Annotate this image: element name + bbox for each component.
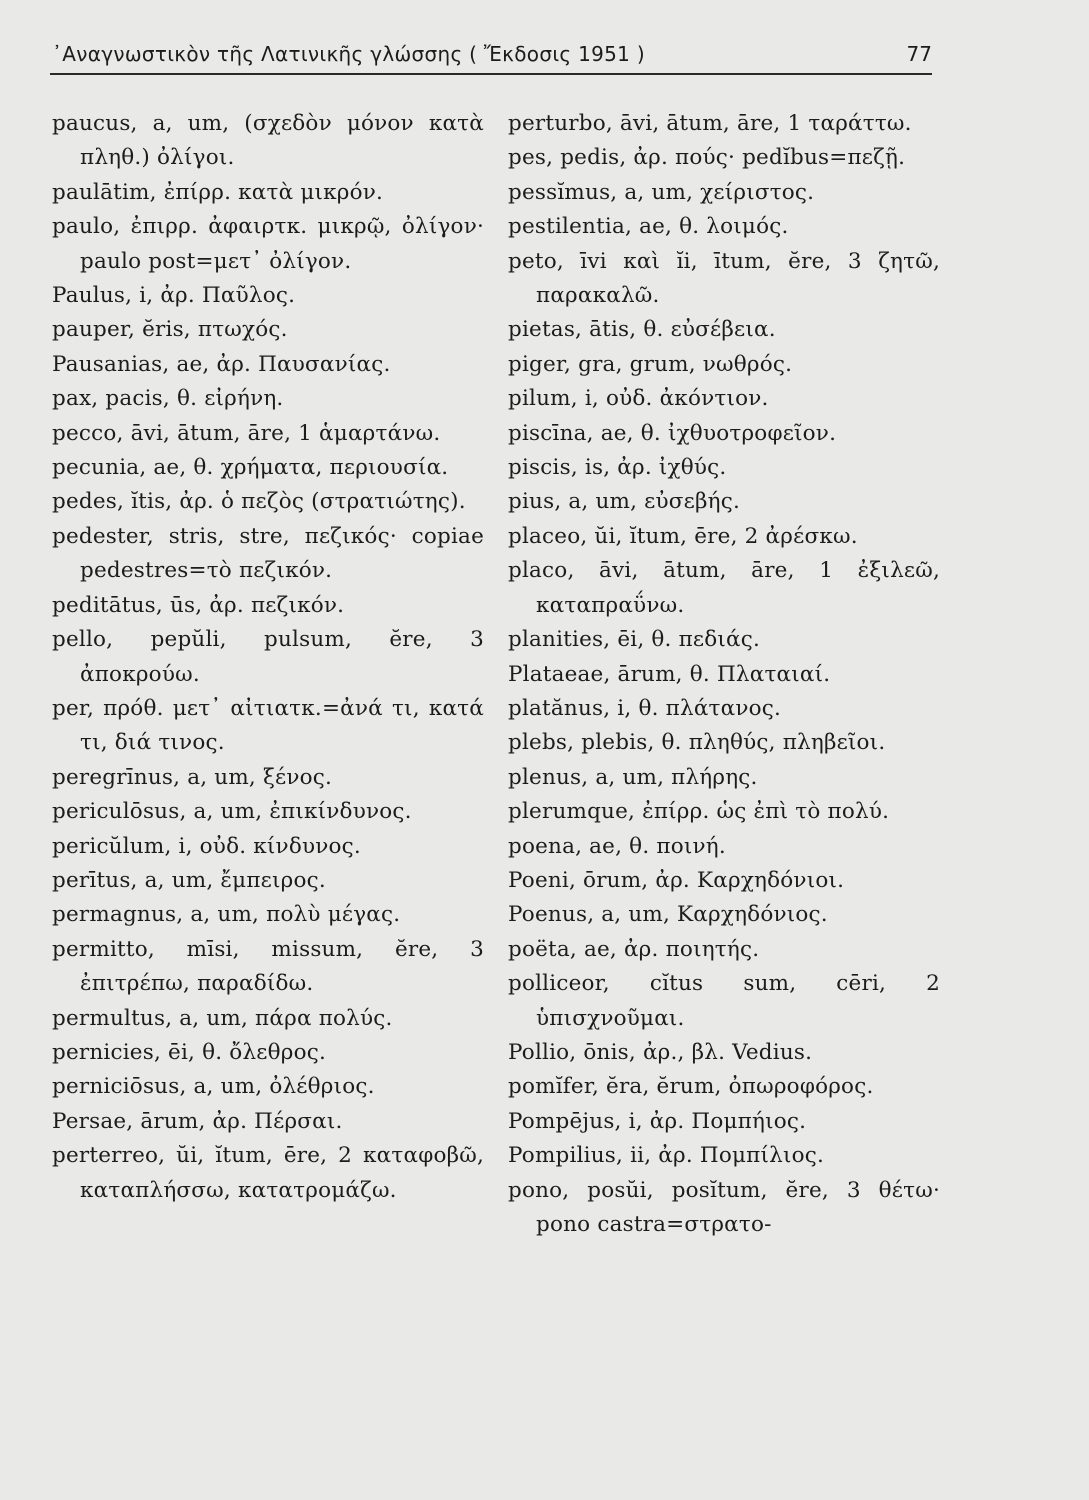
dictionary-entry: Poenus, a, um, Καρχηδόνιος.	[508, 902, 828, 928]
dictionary-entry: per, πρόθ. μετ᾿ αἰτιατκ.=ἀνά τι, κατά τι, διά τινος.	[52, 695, 484, 756]
dictionary-entry: paulātim, ἐπίρρ. κατὰ μικρόν.	[52, 179, 384, 205]
dictionary-entry: pes, pedis, ἀρ. πούς· pedĭbus=πεζῇ.	[508, 145, 906, 171]
dictionary-entry: peditātus, ūs, ἀρ. πεζικόν.	[52, 592, 345, 618]
dictionary-entry: perniciōsus, a, um, ὀλέθριος.	[52, 1074, 375, 1100]
dictionary-entry: pecco, āvi, ātum, āre, 1 ἁμαρτάνω.	[52, 420, 441, 446]
dictionary-entry: polliceor, cĭtus sum, cēri, 2 ὑπισχνοῦμαι.	[508, 971, 940, 1031]
right-column	[508, 107, 940, 1387]
dictionary-entry: pax, pacis, θ. εἰρήνη.	[52, 386, 284, 412]
dictionary-entry: pius, a, um, εὐσεβής.	[508, 489, 740, 515]
dictionary-entry: platănus, i, θ. πλάτανος.	[508, 695, 782, 721]
dictionary-entry: permagnus, a, um, πολὺ μέγας.	[52, 902, 401, 928]
dictionary-entry: pericŭlum, i, οὐδ. κίνδυνος.	[52, 833, 361, 859]
dictionary-entry: plenus, a, um, πλήρης.	[508, 764, 758, 790]
dictionary-entry: Pollio, ōnis, ἀρ., βλ. Vedius.	[508, 1039, 813, 1065]
dictionary-entry: perterreo, ŭi, ĭtum, ēre, 2 καταφοβῶ, καταπλήσσω, κατατρομάζω.	[52, 1143, 484, 1203]
dictionary-entry: perītus, a, um, ἔμπειρος.	[52, 867, 326, 893]
dictionary-entry: plebs, plebis, θ. πληθύς, πληβεῖοι.	[508, 730, 886, 756]
dictionary-entry: piger, gra, grum, νωθρός.	[508, 351, 793, 377]
dictionary-entry: piscīna, ae, θ. ἰχθυοτροφεῖον.	[508, 420, 837, 446]
dictionary-entry: pietas, ātis, θ. εὐσέβεια.	[508, 317, 776, 343]
dictionary-entry: peto, īvi καὶ ĭi, ītum, ĕre, 3 ζητῶ, παρακαλῶ.	[508, 248, 940, 309]
dictionary-entry: Persae, ārum, ἀρ. Πέρσαι.	[52, 1108, 343, 1134]
dictionary-entry: perturbo, āvi, ātum, āre, 1 ταράττω.	[508, 111, 912, 136]
dictionary-entry: pedes, ĭtis, ἀρ. ὁ πεζὸς (στρατιώτης).	[52, 489, 466, 515]
dictionary-entry: pernicies, ēi, θ. ὄλεθρος.	[52, 1039, 327, 1065]
dictionary-entry: pauper, ĕris, πτωχός.	[52, 317, 288, 343]
dictionary-entry: poëta, ae, ἀρ. ποιητής.	[508, 936, 760, 962]
dictionary-entry: pomĭfer, ĕra, ĕrum, ὀπωροφόρος.	[508, 1074, 874, 1100]
dictionary-entry: pessĭmus, a, um, χείριστος.	[508, 179, 815, 205]
dictionary-entry: peregrīnus, a, um, ξένος.	[52, 764, 333, 790]
running-title: ᾿Αναγνωστικὸν τῆς Λατινικῆς γλώσσης ( Ἔκδοσις 1951 )	[52, 42, 645, 66]
dictionary-entry: periculōsus, a, um, ἐπικίνδυνος.	[52, 799, 412, 825]
dictionary-entry: Pompējus, i, ἀρ. Πομπήιος.	[508, 1108, 807, 1134]
dictionary-entry: placeo, ŭi, ĭtum, ēre, 2 ἀρέσκω.	[508, 523, 858, 549]
dictionary-entry: Pausanias, ae, ἀρ. Παυσανίας.	[52, 351, 391, 377]
dictionary-entry: pedester, stris, stre, πεζικός· copiae pedestres=τὸ πεζικόν.	[52, 523, 484, 584]
dictionary-entry: pestilentia, ae, θ. λοιμός.	[508, 214, 789, 240]
dictionary-entry: poena, ae, θ. ποινή.	[508, 833, 726, 859]
dictionary-entry: Plataeae, ārum, θ. Πλαταιαί.	[508, 661, 831, 687]
dictionary-entry: paulo, ἐπιρρ. ἀφαιρτκ. μικρῷ, ὀλίγον· paulo post=μετ᾿ ὀλίγον.	[52, 214, 484, 274]
header-rule	[50, 73, 932, 75]
dictionary-entry: planities, ēi, θ. πεδιάς.	[508, 627, 761, 653]
dictionary-entry: Poeni, ōrum, ἀρ. Καρχηδόνιοι.	[508, 867, 845, 893]
dictionary-entry: permultus, a, um, πάρα πολύς.	[52, 1005, 393, 1031]
dictionary-entry: pecunia, ae, θ. χρήματα, περιουσία.	[52, 455, 449, 481]
dictionary-entry: pono, posŭi, posĭtum, ĕre, 3 θέτω· pono castra=στρατο-	[508, 1177, 940, 1237]
page-number: 77	[906, 42, 932, 66]
dictionary-entry: permitto, mīsi, missum, ĕre, 3 ἐπιτρέπω, παραδίδω.	[52, 936, 484, 997]
dictionary-entry: Pompilius, ii, ἀρ. Πομπίλιος.	[508, 1143, 825, 1169]
page-header	[52, 42, 932, 72]
dictionary-entry: pello, pepŭli, pulsum, ĕre, 3 ἀποκρούω.	[52, 627, 484, 687]
dictionary-entry: Paulus, i, ἀρ. Παῦλος.	[52, 283, 296, 309]
dictionary-entry: plerumque, ἐπίρρ. ὡς ἐπὶ τὸ πολύ.	[508, 799, 890, 825]
dictionary-entry: pilum, i, οὐδ. ἀκόντιον.	[508, 386, 769, 412]
dictionary-entry: paucus, a, um, (σχεδὸν μόνον κατὰ πληθ.) ὀλίγοι.	[52, 111, 484, 171]
dictionary-entry: placo, āvi, ātum, āre, 1 ἐξιλεῶ, καταπραΰνω.	[508, 558, 940, 618]
dictionary-entry: piscis, is, ἀρ. ἰχθύς.	[508, 455, 727, 481]
left-column	[52, 107, 484, 1387]
